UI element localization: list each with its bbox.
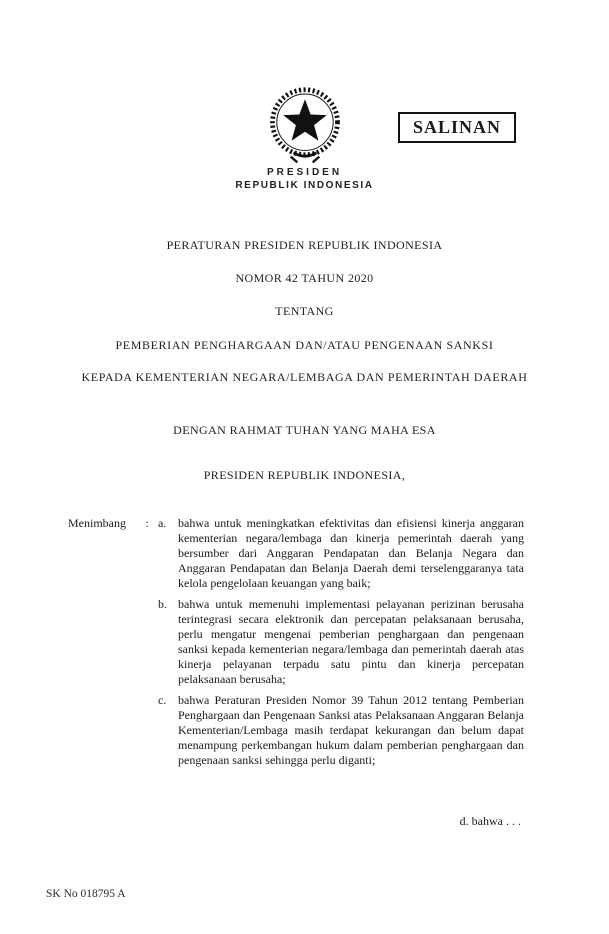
salinan-stamp: SALINAN <box>398 112 516 143</box>
presidential-seal <box>0 84 609 170</box>
catchword: d. bahwa . . . <box>459 814 521 828</box>
consideration-letter: c. <box>158 693 167 707</box>
consideration-letter: a. <box>158 516 167 530</box>
letterhead <box>0 167 609 191</box>
footer-document-code: SK No 018795 A <box>46 888 126 900</box>
title-number: NOMOR 42 TAHUN 2020 <box>235 271 374 285</box>
considerations-section <box>68 516 524 774</box>
considerations-label: Menimbang <box>68 516 126 530</box>
title-subject-line-2: KEPADA KEMENTERIAN NEGARA/LEMBAGA DAN PEMERINTAH DAERAH <box>81 370 528 384</box>
presidential-seal-icon <box>257 84 353 170</box>
consideration-item <box>158 597 524 687</box>
title-authority: PRESIDEN REPUBLIK INDONESIA, <box>203 468 406 482</box>
letterhead-presiden: PRESIDEN <box>266 167 343 178</box>
consideration-item <box>158 516 524 591</box>
letterhead-republik-indonesia: REPUBLIK INDONESIA <box>235 180 374 191</box>
title-invocation: DENGAN RAHMAT TUHAN YANG MAHA ESA <box>173 423 436 437</box>
consideration-text: bahwa untuk meningkatkan efektivitas dan efisiensi kinerja anggaran kementerian negara/lembaga dan kinerja pemerintah daerah yang bersumber dari Anggaran Pendapatan dan Belanja Negara dan Anggaran Pendapatan dan Belanja Daerah demi terselenggaranya tata kelola pengelolaan keuangan yang baik; <box>178 516 524 590</box>
considerations-colon: : <box>145 516 149 530</box>
consideration-text: bahwa untuk memenuhi implementasi pelayanan perizinan berusaha terintegrasi secara elektronik dan percepatan pelaksanaan berusaha, perlu mengatur mengenai pemberian penghargaan dan pengenaan sanksi kepada kementerian negara/lembaga dan pemerintah daerah atas kinerja pelayanan terpadu satu pintu dan kinerja percepatan pelaksanaan berusaha; <box>178 597 524 686</box>
consideration-letter: b. <box>158 597 167 611</box>
title-regulation: PERATURAN PRESIDEN REPUBLIK INDONESIA <box>166 238 443 252</box>
title-tentang: TENTANG <box>275 304 334 318</box>
consideration-text: bahwa Peraturan Presiden Nomor 39 Tahun 2012 tentang Pemberian Penghargaan dan Pengenaan Sanksi atas Pelaksanaan Anggaran Belanja Kementerian/Lembaga masih terdapat kekurangan dan belum dapat menampung perkembangan hukum dalam pemberian penghargaan dan pengenaan sanksi sehingga perlu diganti; <box>178 693 524 767</box>
consideration-item <box>158 693 524 768</box>
considerations-list <box>158 516 524 774</box>
title-subject-line-1: PEMBERIAN PENGHARGAAN DAN/ATAU PENGENAAN SANKSI <box>115 338 494 352</box>
